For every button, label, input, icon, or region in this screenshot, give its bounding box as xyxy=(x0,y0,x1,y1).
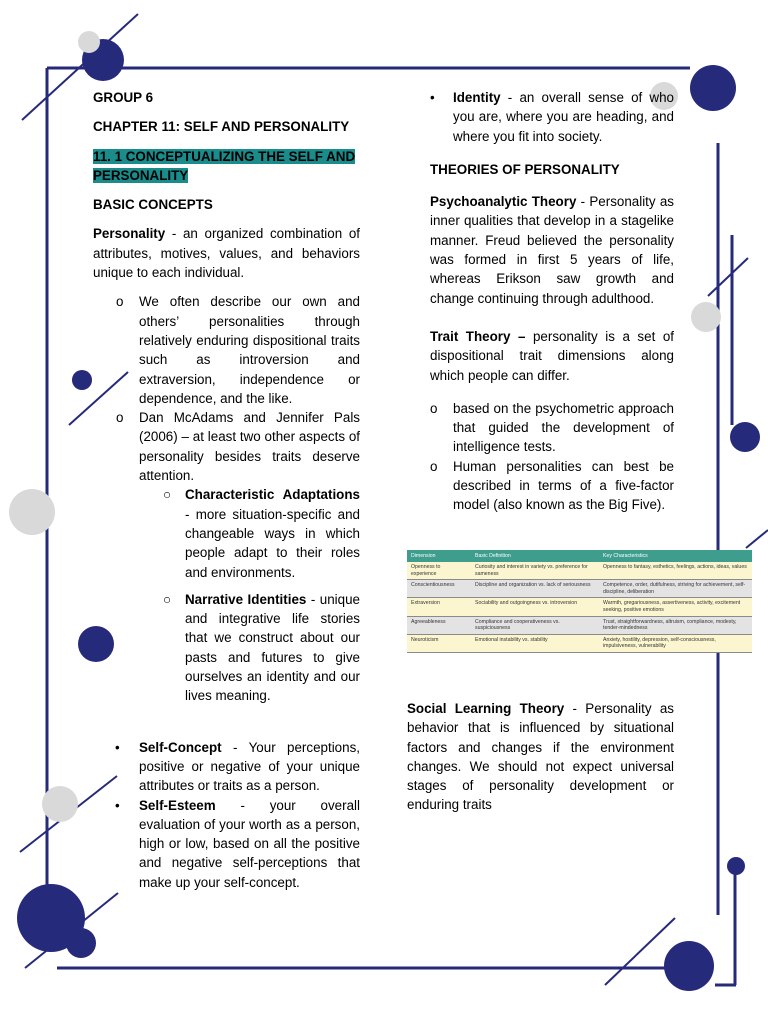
table-header-row xyxy=(407,550,752,562)
list-item xyxy=(93,796,360,892)
bullet-marker: • xyxy=(115,797,120,813)
self-esteem xyxy=(139,796,360,892)
table-cell: Discipline and organization vs. lack of seriousness xyxy=(471,580,599,598)
section-title xyxy=(93,147,360,186)
table-cell: Neuroticism xyxy=(407,634,471,652)
list-item-text: based on the psychometric approach that guided the development of intelligence tests. xyxy=(453,400,674,455)
left-column xyxy=(93,88,360,892)
trait-theory xyxy=(430,327,674,385)
list-item xyxy=(93,738,360,796)
sc-def: - Your perceptions, positive or negative of your unique attributes or traits as a person. xyxy=(139,739,360,794)
trait-def: personality is a set of dispositional trait dimensions along which people can differ. xyxy=(430,328,674,383)
table-row xyxy=(407,580,752,598)
list-item-text: We often describe our own and others’ personalities through relatively enduring dispositional traits such as introversion and extraversion, independence or dependence, and the like. xyxy=(139,294,360,406)
bullet-marker: o xyxy=(116,294,124,310)
table-cell: Curiosity and interest in variety vs. preference for sameness xyxy=(471,562,599,580)
list-item xyxy=(430,88,674,146)
list-item xyxy=(430,399,674,457)
table-cell: Warmth, gregariousness, assertiveness, activity, excitement seeking, positive emotions xyxy=(599,598,752,616)
table-header: Basic Definition xyxy=(471,550,599,562)
table-row xyxy=(407,598,752,616)
social-learning-theory xyxy=(407,699,674,815)
table-cell: Conscientiousness xyxy=(407,580,471,598)
right-column xyxy=(430,88,674,515)
list-item-text: Dan McAdams and Jennifer Pals (2006) – at least two other aspects of personality besides traits deserve attention. xyxy=(139,410,360,484)
table-row xyxy=(407,562,752,580)
table-cell: Anxiety, hostility, depression, self-consciousness, impulsiveness, vulnerability xyxy=(599,634,752,652)
se-def: - your overall evaluation of your worth as a person, high or low, based on all the positive and negative self-perceptions that make up your self-concept. xyxy=(139,797,360,890)
psychoanalytic-theory xyxy=(430,192,674,308)
list-item xyxy=(93,292,360,408)
table-cell: Openness to fantasy, esthetics, feelings, actions, ideas, values xyxy=(599,562,752,580)
list-item xyxy=(93,408,360,485)
slt-def: - Personality as behavior that is influenced by situational factors and changes if the environment changes. We should not expect universal stages of personality development or enduring traits xyxy=(407,701,674,813)
self-concept xyxy=(139,738,360,796)
table-header: Key Characteristics xyxy=(599,550,752,562)
psycho-term: Psychoanalytic Theory xyxy=(430,194,577,210)
table-cell: Openness to experience xyxy=(407,562,471,580)
social-learning-section xyxy=(407,699,674,815)
table-cell: Trust, straightforwardness, altruism, compliance, modesty, tender-mindedness xyxy=(599,616,752,634)
list-item xyxy=(93,485,360,581)
table-cell: Agreeableness xyxy=(407,616,471,634)
list-item xyxy=(430,457,674,515)
personality-def-text: - an organized combination of attributes, motives, values, and behaviors unique to each individual. xyxy=(93,226,360,281)
table-cell: Extraversion xyxy=(407,598,471,616)
bullet-marker: ○ xyxy=(163,487,172,503)
table-row xyxy=(407,634,752,652)
basic-concepts-heading: BASIC CONCEPTS xyxy=(93,197,213,213)
sc-term: Self-Concept xyxy=(139,739,222,755)
personality-definition xyxy=(93,224,360,282)
narrative-identities xyxy=(185,590,360,706)
identity-term: Identity xyxy=(453,90,501,105)
ni-def: - unique and integrative life stories that we construct about our pasts and futures to give ourselves an identity and our lives meaning. xyxy=(185,591,360,704)
bullet-marker: • xyxy=(430,90,435,105)
table-cell: Compliance and cooperativeness vs. suspiciousness xyxy=(471,616,599,634)
se-term: Self-Esteem xyxy=(139,797,216,813)
group-label: GROUP 6 xyxy=(93,90,154,105)
list-item-text: Human personalities can best be described in terms of a five-factor model (also known as the Big Five). xyxy=(453,458,674,513)
bullet-marker: ○ xyxy=(163,591,172,607)
slt-term: Social Learning Theory xyxy=(407,701,565,716)
ni-term: Narrative Identities xyxy=(185,591,307,607)
personality-term: Personality xyxy=(93,226,166,242)
ca-def: - more situation-specific and changeable ways in which people adapt to their roles and environments. xyxy=(185,506,360,580)
big-five-table xyxy=(407,550,752,653)
ca-term: Characteristic Adaptations xyxy=(185,487,360,503)
characteristic-adaptations xyxy=(185,485,360,581)
bullet-marker: • xyxy=(115,739,120,755)
section-title-line1: 11. 1 CONCEPTUALIZING THE SELF AND xyxy=(93,148,356,164)
table-row xyxy=(407,616,752,634)
bullet-marker: o xyxy=(430,458,438,474)
identity-def: - an overall sense of who you are, where you are heading, and where you fit into society. xyxy=(453,90,674,144)
psycho-def: - Personality as inner qualities that develop in a stagelike manner. Freud believed the personality was formed in first 5 years of life, whereas Erikson saw growth and change continuing through adulthood. xyxy=(430,194,674,306)
chapter-title: CHAPTER 11: SELF AND PERSONALITY xyxy=(93,119,350,135)
trait-term: Trait Theory – xyxy=(430,328,526,344)
table-header: Dimension xyxy=(407,550,471,562)
list-item xyxy=(93,590,360,706)
table-cell: Emotional instability vs. stability xyxy=(471,634,599,652)
bullet-marker: o xyxy=(430,400,438,416)
section-title-line2: PERSONALITY xyxy=(93,167,189,183)
table-cell: Competence, order, dutifulness, striving for achievement, self-discipline, deliberation xyxy=(599,580,752,598)
theories-heading: THEORIES OF PERSONALITY xyxy=(430,161,620,177)
table-cell: Sociability and outgoingness vs. introversion xyxy=(471,598,599,616)
bullet-marker: o xyxy=(116,410,124,426)
identity-definition xyxy=(453,88,674,146)
